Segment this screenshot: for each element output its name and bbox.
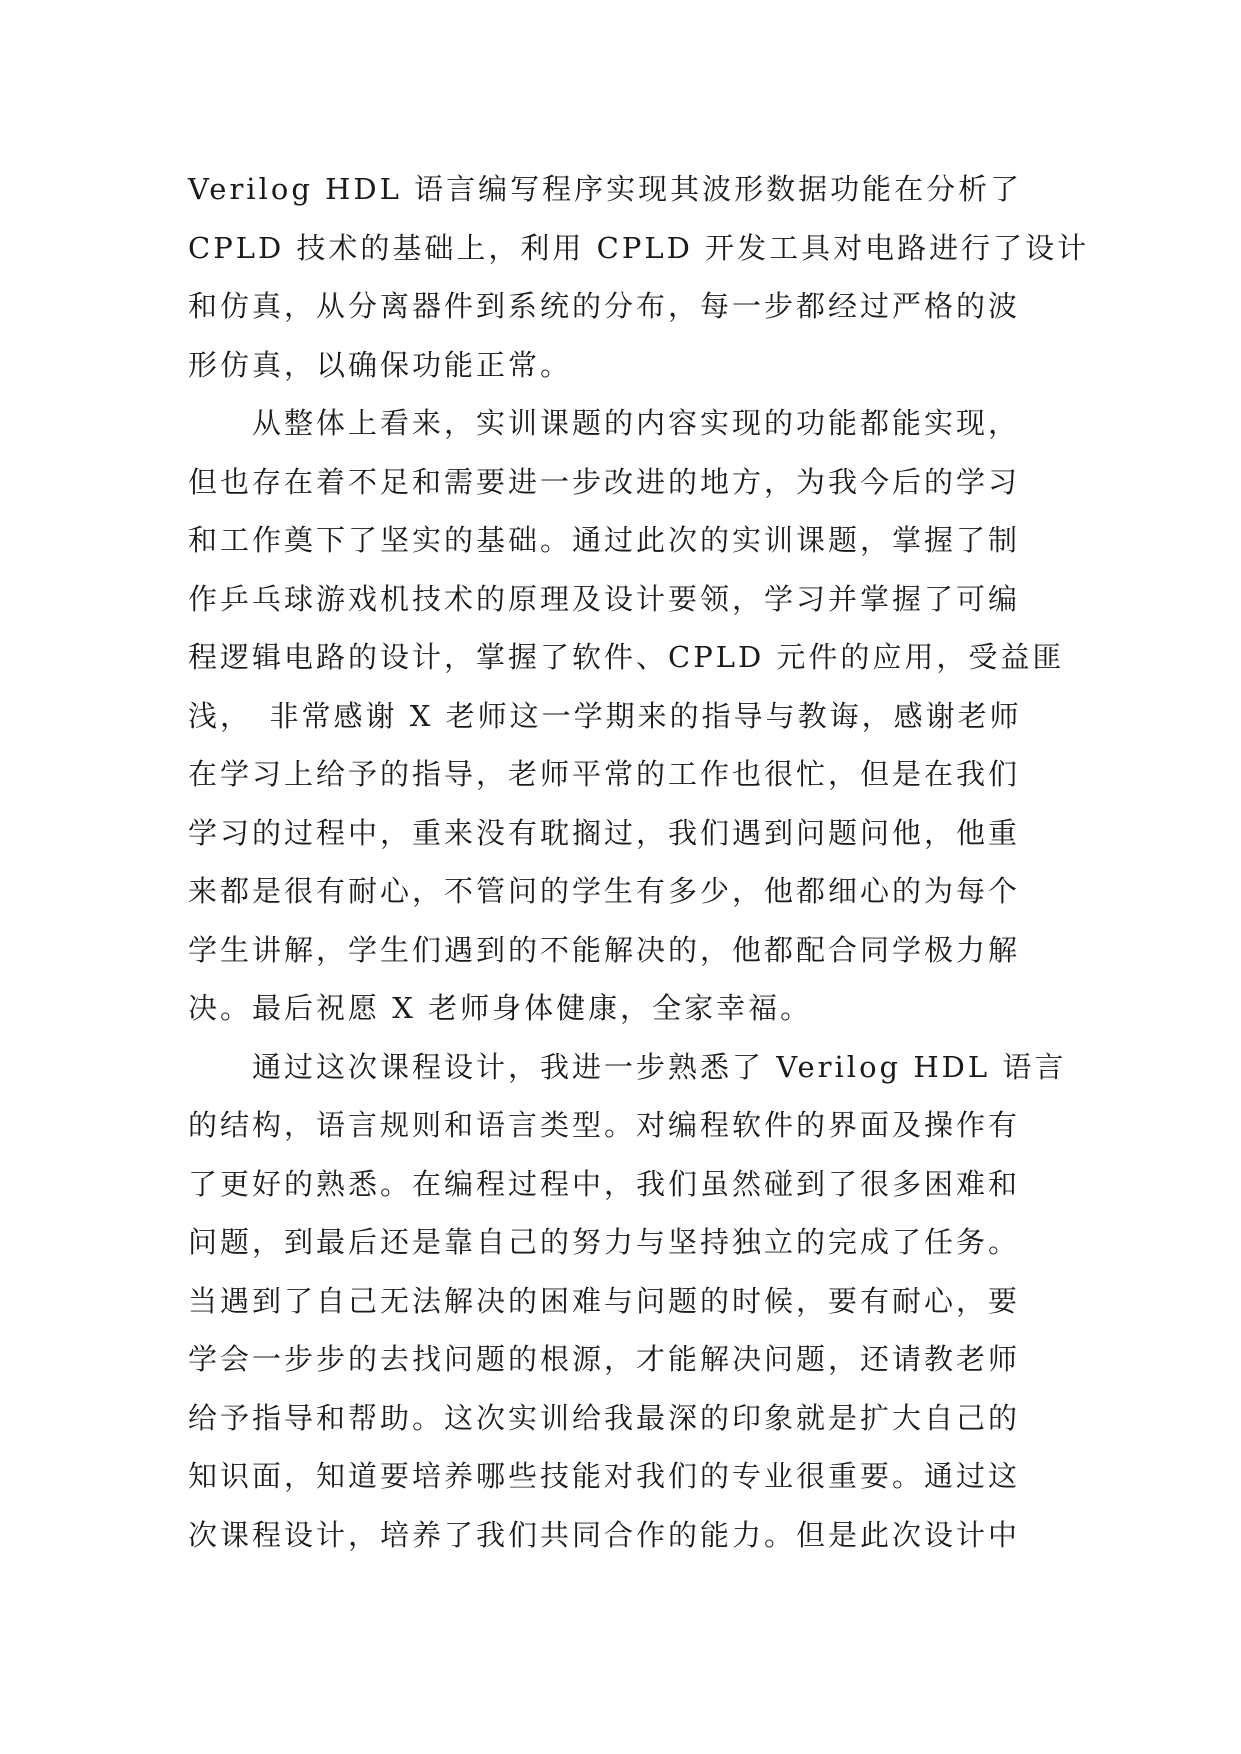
text-line: 作乒乓球游戏机技术的原理及设计要领，学习并掌握了可编 xyxy=(188,581,1021,616)
text-line: 问题，到最后还是靠自己的努力与坚持独立的完成了任务。 xyxy=(188,1225,1021,1259)
text-line: 学生讲解，学生们遇到的不能解决的，他都配合同学极力解 xyxy=(188,932,1021,967)
text-line: 的结构，语言规则和语言类型。对编程软件的界面及操作有 xyxy=(188,1108,1021,1142)
text-line: 但也存在着不足和需要进一步改进的地方，为我今后的学习 xyxy=(188,464,1021,499)
text-line: 从整体上看来，实训课题的内容实现的功能都能实现， xyxy=(188,406,1021,440)
text-line: 和仿真，从分离器件到系统的分布，每一步都经过严格的波 xyxy=(188,289,1021,323)
text-line: 程逻辑电路的设计，掌握了软件、CPLD 元件的应用，受益匪 xyxy=(188,640,1065,674)
text-line: 通过这次课程设计，我进一步熟悉了 Verilog HDL 语言 xyxy=(188,1049,1067,1084)
text-line: 决。最后祝愿 X 老师身体健康，全家幸福。 xyxy=(188,991,813,1025)
text-line: 了更好的熟悉。在编程过程中，我们虽然碰到了很多困难和 xyxy=(188,1166,1021,1201)
text-line: 给予指导和帮助。这次实训给我最深的印象就是扩大自己的 xyxy=(188,1400,1021,1435)
text-line: 学习的过程中，重来没有耽搁过，我们遇到问题问他，他重 xyxy=(188,815,1021,850)
body-text xyxy=(188,160,1090,1564)
text-line: CPLD 技术的基础上，利用 CPLD 开发工具对电路进行了设计 xyxy=(188,230,1090,265)
text-line: 当遇到了自己无法解决的困难与问题的时候，要有耐心，要 xyxy=(188,1283,1021,1318)
text-line: Verilog HDL 语言编写程序实现其波形数据功能在分析了 xyxy=(188,172,1023,206)
text-line: 在学习上给予的指导，老师平常的工作也很忙，但是在我们 xyxy=(188,757,1021,791)
text-line: 形仿真，以确保功能正常。 xyxy=(188,347,573,382)
text-line: 来都是很有耐心，不管问的学生有多少，他都细心的为每个 xyxy=(188,874,1021,908)
text-line: 学会一步步的去找问题的根源，才能解决问题，还请教老师 xyxy=(188,1342,1021,1376)
text-line: 浅， 非常感谢 X 老师这一学期来的指导与教诲，感谢老师 xyxy=(188,698,1022,733)
text-line: 和工作奠下了坚实的基础。通过此次的实训课题，掌握了制 xyxy=(188,523,1021,557)
text-line: 次课程设计，培养了我们共同合作的能力。但是此次设计中 xyxy=(188,1517,1021,1552)
text-line: 知识面，知道要培养哪些技能对我们的专业很重要。通过这 xyxy=(188,1459,1021,1493)
